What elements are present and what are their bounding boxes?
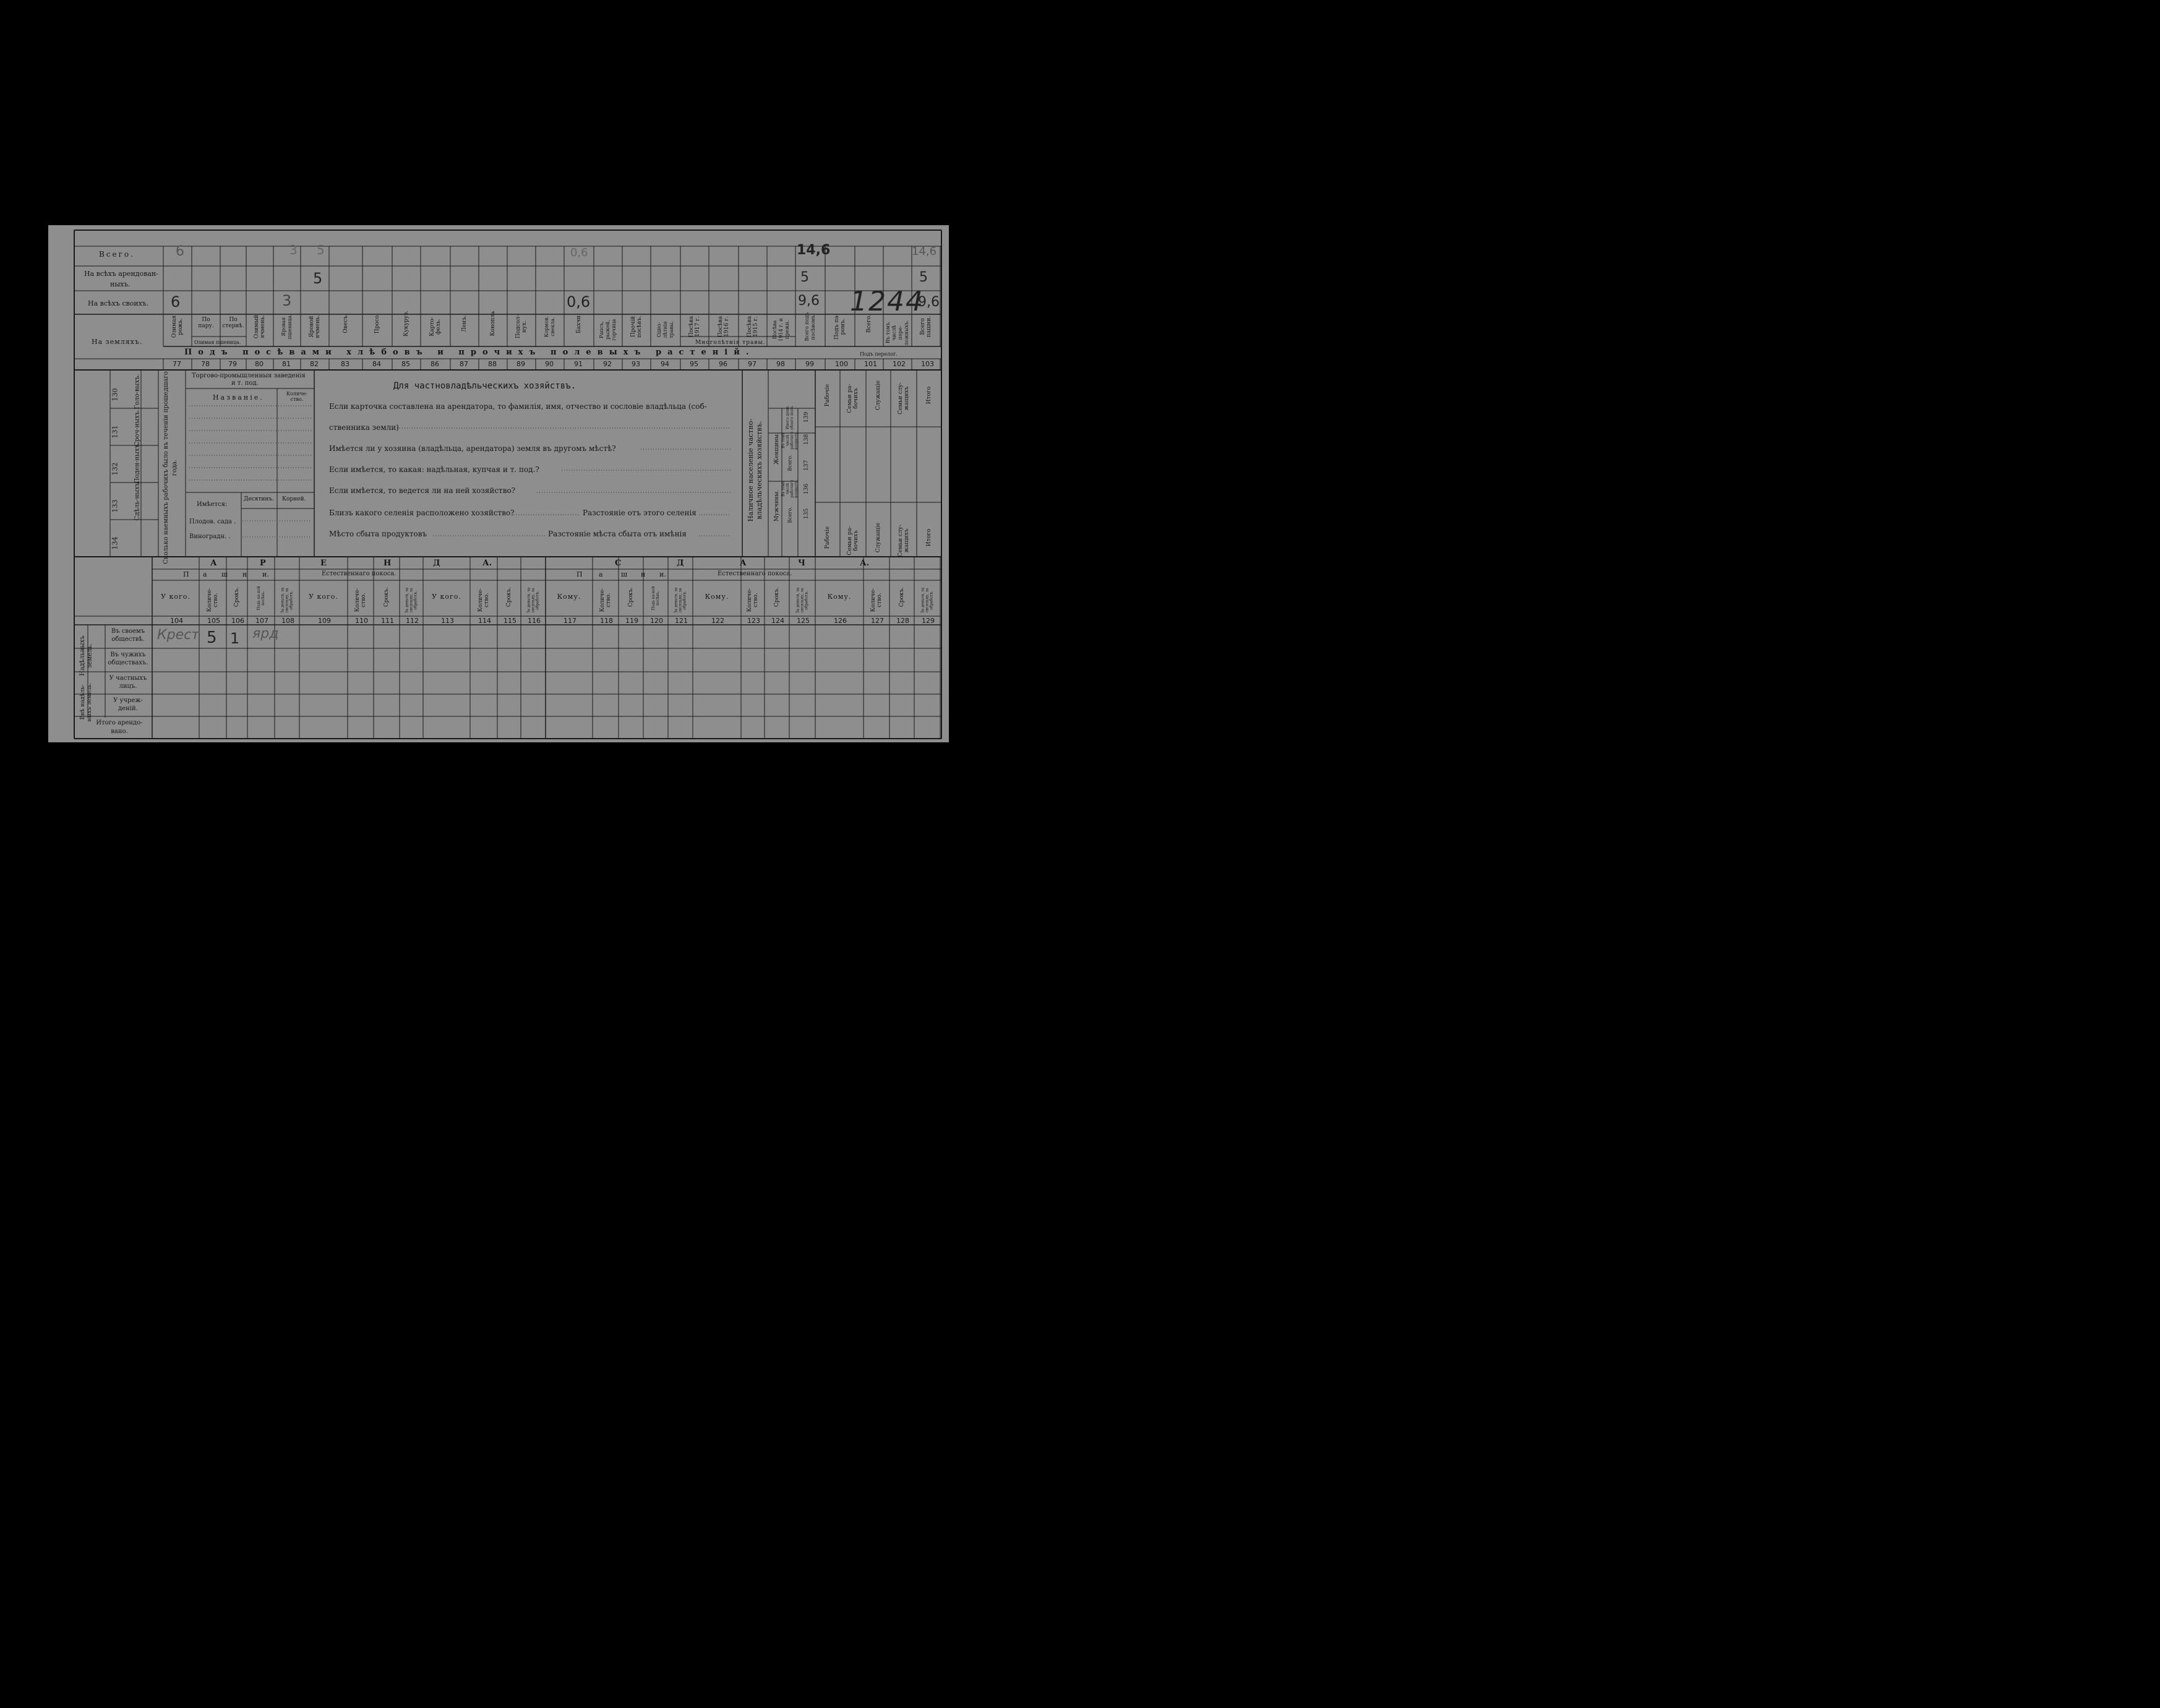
bottom-col-number-119: 119: [625, 617, 638, 625]
bottom-col-26: За деньги, за сиспльну, за обработк.: [920, 587, 934, 614]
crop-col-header-26: Въ томъ числѣ пере-ложныхъ.: [885, 320, 909, 346]
pashni-2-letter-5: и.: [659, 570, 666, 578]
nalichnoe-vsego-1: Всего.: [787, 506, 793, 523]
bottom-col-15: Количе-ство.: [599, 588, 612, 612]
nalichnoe-col-4-bottom: Семьи слу-жащихъ: [898, 524, 910, 557]
col-number-103: 103: [921, 360, 934, 368]
col-number-86: 86: [431, 360, 439, 368]
row-label-arend-2: ныхъ.: [110, 280, 131, 288]
crop-col-header-25: Всего.: [866, 314, 872, 333]
hw-svoih-yarovaya: 3: [282, 292, 292, 309]
private-line-7a: Мѣсто сбыта продуктовъ: [329, 530, 427, 538]
bottom-col-4: Подъ ка-кой посѣвъ.: [257, 586, 265, 611]
bottom-col-number-120: 120: [650, 617, 663, 625]
crop-col-header-23: Всего подъ посѣвомъ.: [804, 312, 816, 341]
desyatin-label: Десятинъ.: [244, 496, 274, 502]
nalichnoe-col-3-top: Служащіе: [875, 380, 881, 411]
pashni-1-letter-3: ш: [221, 570, 228, 578]
vne-nadelnyh-label: Внѣ надѣль-ныхъ земель.: [80, 682, 93, 722]
nalichnoe-num-139: 139: [804, 411, 810, 423]
crop-col-header-10: Карто-фель.: [429, 317, 442, 337]
hw-srok: 1: [230, 630, 240, 647]
col-number-83: 83: [341, 360, 349, 368]
pashni-1-letter-1: П: [183, 570, 189, 578]
hw-arend-pashni: 5: [919, 270, 928, 285]
bottom-col-number-117: 117: [564, 617, 576, 625]
podennyh-label: Поден-ныхъ.: [134, 442, 141, 484]
col-number-88: 88: [488, 360, 497, 368]
crop-col-header-24: Подъ па-ромъ.: [834, 314, 846, 340]
crop-col-header-18: Одно-лѣтнія травы.: [656, 321, 674, 338]
col-number-94: 94: [661, 360, 669, 368]
sdacha-letter-3: А: [740, 559, 747, 568]
col-number-79: 79: [228, 360, 237, 368]
bottom-col-16: Срокъ.: [628, 586, 634, 607]
pod-posevami-banner: Подъ посѣвами хлѣбовъ и прочихъ полевыхъ растеній.: [184, 348, 755, 357]
row-itogo-arendovano: Итого арендо-вано.: [96, 719, 143, 735]
pashni-1-letter-2: а: [203, 570, 207, 578]
nalichnoe-vsego-2: Всего.: [787, 454, 793, 471]
hw-vsego-yarovaya: 3: [289, 242, 298, 257]
bottom-col-number-113: 113: [441, 617, 454, 625]
crop-col-header-20: Посѣва 1916 г.: [718, 315, 730, 338]
private-line-2: ственника земли): [329, 423, 399, 432]
private-title: Для частновладѣльческихъ хозяйствъ.: [393, 381, 576, 391]
row-label-svoih: На всѣхъ своихъ.: [88, 299, 149, 307]
private-line-4: Если имѣется, то какая: надѣльная, купчая и т. под.?: [329, 465, 539, 474]
col-number-80: 80: [255, 360, 264, 368]
bottom-col-number-116: 116: [528, 617, 541, 625]
hw-arend-pod-posevom: 5: [800, 270, 809, 285]
golovy-label: Голо-выхъ.: [134, 374, 141, 410]
row-label-vsego: Всего.: [99, 250, 135, 259]
bottom-col-25: Срокъ.: [899, 586, 905, 607]
crop-col-header-1: Озимая рожь.: [171, 315, 184, 338]
nalichnoe-title: Наличное населеніе частно-владѣльческихъ хозяйствъ.: [747, 418, 763, 522]
sdelnyh-label: Сдѣль-ныхъ.: [134, 480, 141, 521]
hw-vsego-ozimaya: 6: [176, 244, 184, 259]
hw-pod-posev: ярд: [252, 626, 279, 642]
bottom-col-number-107: 107: [255, 617, 268, 625]
nalichnoe-num-136: 136: [804, 483, 810, 494]
crop-col-header-8: Просо.: [374, 313, 380, 334]
hw-u-kogo: Крест: [157, 627, 200, 643]
crop-col-header-11: Ленъ.: [461, 315, 468, 332]
crop-col-header-2: По пару.: [198, 317, 214, 329]
crop-col-header-4: Озимый ячмень.: [254, 314, 266, 339]
col-number-92: 92: [603, 360, 612, 368]
nalichnoe-col-3-bottom: Служащіе: [875, 522, 881, 553]
hw-arend-yarovoy: 5: [313, 270, 323, 287]
hw-card-number: 1244: [850, 286, 924, 317]
bottom-col-1: У кого.: [161, 593, 191, 601]
bottom-col-number-114: 114: [478, 617, 491, 625]
nalichnoe-inogo: Иного душъ обоего пола.: [786, 405, 794, 430]
bottom-col-number-127: 127: [871, 617, 884, 625]
srochnyh-label: Сроч-ныхъ.: [134, 409, 141, 447]
nalichnoe-num-137: 137: [804, 460, 810, 471]
nalichnoe-col-1-bottom: Рабочіе: [825, 526, 831, 549]
row-label-arend-1: На всѣхъ арендован-: [84, 270, 158, 278]
bottom-col-6: У кого.: [309, 593, 338, 601]
torgovo-title-1: Торгово-промышленныя заведенія: [192, 372, 306, 379]
row-svoem-obshchestve: Въ своемъ обществѣ.: [111, 628, 145, 643]
bottom-col-22: За деньги, за сиспльну, за обработк.: [795, 587, 809, 614]
hw-kolichestvo: 5: [207, 629, 217, 647]
hw-svoih-bahchi: 0,6: [567, 293, 591, 311]
private-line-5: Если имѣется, то ведется ли на ней хозяйство?: [329, 486, 516, 495]
bottom-col-number-122: 122: [711, 617, 724, 625]
col-number-85: 85: [401, 360, 410, 368]
col-number-89: 89: [516, 360, 525, 368]
bottom-col-number-118: 118: [600, 617, 613, 625]
num-132: 132: [111, 462, 119, 476]
bottom-col-number-105: 105: [207, 617, 220, 625]
bottom-col-number-111: 111: [381, 617, 394, 625]
bottom-col-12: Срокъ.: [506, 586, 512, 607]
private-line-7b: Разстояніе мѣста сбыта отъ имѣнія: [548, 530, 687, 538]
row-chastnyh-lits: У частныхъ лицъ.: [109, 675, 147, 690]
col-number-102: 102: [893, 360, 906, 368]
hw-svoih-ozimaya: 6: [171, 293, 181, 311]
pashni-2-letter-2: а: [599, 570, 603, 578]
nalichnoe-v-tom-chisle-2: Въ томъ числѣ рабочаго возраста.: [781, 431, 799, 450]
torgovo-kolichestvo: Количе-ство.: [286, 391, 308, 402]
crop-col-header-9: Кукуруз.: [403, 311, 409, 337]
private-line-1: Если карточка составлена на арендатора, то фамилія, имя, отчество и сословіе владѣльца (соб-: [329, 402, 707, 411]
col-number-100: 100: [835, 360, 848, 368]
col-number-90: 90: [545, 360, 554, 368]
col-number-77: 77: [173, 360, 181, 368]
bottom-col-19: Кому.: [705, 593, 729, 601]
col-number-87: 87: [460, 360, 468, 368]
muzhchiny-label: Мужчины.: [774, 490, 780, 521]
pashni-2-letter-1: П: [576, 570, 583, 578]
vinogradn-label: Виноградн. .: [189, 533, 231, 540]
num-134: 134: [111, 536, 119, 550]
bottom-col-11: Количе-ство.: [478, 588, 490, 612]
col-number-78: 78: [201, 360, 210, 368]
col-number-99: 99: [805, 360, 814, 368]
nalichnoe-v-tom-chisle-1: Въ томъ числѣ рабочаго возраста.: [781, 479, 799, 498]
sdacha-letter-2: Д: [677, 559, 684, 568]
bottom-col-number-126: 126: [834, 617, 847, 625]
row-chuzhih-obshchestvah: Въ чужихъ обществахъ.: [108, 651, 148, 666]
ozimaya-pshenitsa-label: Озимая пшеница.: [194, 340, 241, 345]
crop-col-header-7: Овесъ.: [343, 314, 349, 333]
col-number-97: 97: [748, 360, 756, 368]
sdacha-letter-4: Ч: [798, 559, 805, 568]
bottom-col-13: За деньги, за сиспльну, за обработк.: [526, 587, 540, 614]
bottom-col-9: За деньги, за сиспльну, за обработк.: [405, 587, 418, 614]
bottom-col-23: Кому.: [827, 593, 852, 601]
bottom-col-17: Подъ ка-кой посѣвъ.: [651, 586, 660, 611]
bottom-col-18: За деньги, за сиспльну, за обработк.: [674, 587, 687, 614]
bottom-col-10: У кого.: [432, 593, 461, 601]
arenda-letter-6: А.: [482, 559, 492, 568]
bottom-col-3: Срокъ.: [234, 586, 240, 607]
num-131: 131: [111, 425, 119, 439]
num-133: 133: [111, 499, 119, 513]
nalichnoe-col-2-bottom: Семьи ра-бочихъ: [847, 526, 859, 556]
nalichnoe-col-4-top: Семьи слу-жащихъ: [898, 382, 910, 415]
col-number-91: 91: [574, 360, 583, 368]
crop-col-header-17: Прочій посѣвъ.: [630, 315, 643, 338]
crop-col-header-6: Яровой ячмень.: [309, 315, 321, 338]
nalichnoe-num-138: 138: [804, 434, 810, 445]
bottom-col-number-108: 108: [281, 617, 294, 625]
zhenshchiny-label: Женщины.: [774, 432, 780, 465]
sdacha-letter-5: А.: [860, 559, 870, 568]
bottom-col-number-106: 106: [231, 617, 244, 625]
col-number-98: 98: [776, 360, 785, 368]
hw-vsego-pashni: 14,6: [912, 245, 937, 258]
nadelnyh-label: Надѣльныхъ земель.: [79, 635, 93, 676]
mnogoletnie-label: Многолѣтнія травы.: [695, 340, 766, 346]
bottom-col-24: Количе-ство.: [870, 588, 883, 612]
col-number-82: 82: [310, 360, 319, 368]
arenda-letter-4: Н: [384, 559, 392, 568]
crop-col-header-5: Яровая пшеница.: [281, 314, 293, 340]
skolko-rabochih-label: Сколько наемныхъ рабочихъ было въ теченіи прошедшаго года.: [163, 371, 178, 564]
crop-col-header-3: По стернѣ.: [222, 317, 244, 329]
sdacha-letter-1: С: [615, 559, 622, 568]
imeetsya-label: Имѣется:: [197, 501, 228, 508]
private-line-3: Имѣется ли у хозяина (владѣльца, арендатора) земля въ другомъ мѣстѣ?: [329, 444, 616, 453]
bottom-col-number-121: 121: [675, 617, 688, 625]
bottom-col-number-125: 125: [797, 617, 810, 625]
bottom-col-number-129: 129: [922, 617, 935, 625]
bottom-col-20: Количе-ство.: [747, 588, 759, 612]
crop-col-header-15: Бахчи.: [576, 314, 582, 333]
crop-col-header-13: Подсол-нух.: [515, 314, 528, 339]
crop-col-header-12: Коноплѧ: [490, 311, 496, 337]
nalichnoe-num-135: 135: [804, 508, 810, 519]
hw-vsego-bahchi: 0,6: [570, 246, 588, 259]
bottom-col-number-124: 124: [771, 617, 784, 625]
pod-perelog-label: Подъ перелог.: [860, 351, 898, 357]
row-label-na-zemlyah: На земляхъ.: [92, 338, 143, 346]
estestv-pokos-2: Естественнаго покоса.: [718, 570, 792, 577]
crop-col-header-16: Рапсъ, рыжей, горчица: [599, 319, 617, 341]
korney-label: Корней.: [282, 496, 306, 502]
torgovo-title-2: и т. под.: [231, 380, 259, 387]
crop-col-header-14: Кормов. свекла.: [544, 315, 555, 338]
col-number-81: 81: [282, 360, 291, 368]
nalichnoe-col-5-top: Итого: [926, 386, 932, 405]
pashni-2-letter-3: ш: [621, 570, 628, 578]
bottom-col-number-123: 123: [747, 617, 760, 625]
bottom-col-5: За деньги, за сиспльну, за обработк.: [280, 587, 294, 614]
col-number-95: 95: [690, 360, 698, 368]
col-number-101: 101: [864, 360, 877, 368]
hw-svoih-pod-posevom: 9,6: [798, 293, 820, 309]
bottom-col-number-128: 128: [896, 617, 909, 625]
arenda-letter-1: А: [210, 559, 217, 568]
col-number-93: 93: [632, 360, 640, 368]
crop-col-header-22: Посѣва 1914 г. и прежн.: [772, 318, 790, 341]
bottom-col-8: Срокъ.: [384, 586, 390, 607]
hw-svoih-pashni: 9,6: [918, 294, 940, 310]
bottom-col-7: Количе-ство.: [354, 588, 367, 612]
bottom-col-2: Количе-ство.: [207, 588, 219, 612]
nalichnoe-col-5-bottom: Итого: [926, 528, 932, 547]
nalichnoe-col-2-top: Семьи ра-бочихъ: [847, 384, 859, 413]
estestv-pokos-1: Естественнаго покоса.: [322, 570, 396, 577]
hw-vsego-yarovoy: 5: [317, 242, 325, 257]
bottom-col-number-104: 104: [170, 617, 183, 625]
pashni-1-letter-5: и.: [262, 570, 269, 578]
plodov-sada-label: Плодов. сада .: [189, 518, 236, 525]
torgovo-nazvanie: Названіе.: [213, 393, 264, 401]
hw-vsego-pod-posevom: 14,6: [797, 242, 831, 258]
bottom-col-number-109: 109: [318, 617, 331, 625]
num-130: 130: [111, 388, 119, 401]
private-line-6b: Разстояніе отъ этого селенія: [583, 509, 696, 517]
private-line-6a: Близъ какого селенія расположено хозяйство?: [329, 509, 515, 517]
bottom-col-21: Срокъ.: [774, 586, 780, 607]
arenda-letter-3: Е: [320, 559, 327, 568]
crop-col-header-21: Посѣва 1915 г.: [747, 315, 759, 338]
crop-col-header-27: Всего пашни.: [920, 315, 932, 338]
bottom-col-number-112: 112: [406, 617, 419, 625]
bottom-col-number-110: 110: [355, 617, 368, 625]
pashni-1-letter-4: н: [242, 570, 247, 578]
crop-col-header-19: Посѣва 1917 г.: [688, 315, 701, 338]
row-uchrezhdeniy: У учреж-деній.: [113, 697, 143, 712]
arenda-letter-2: Р: [260, 559, 266, 568]
bottom-col-14: Кому.: [557, 593, 581, 601]
bottom-col-number-115: 115: [504, 617, 516, 625]
col-number-84: 84: [372, 360, 381, 368]
pashni-2-letter-4: н: [641, 570, 646, 578]
nalichnoe-col-1-top: Рабочіе: [825, 384, 831, 407]
col-number-96: 96: [719, 360, 727, 368]
arenda-letter-5: Д: [433, 559, 440, 568]
